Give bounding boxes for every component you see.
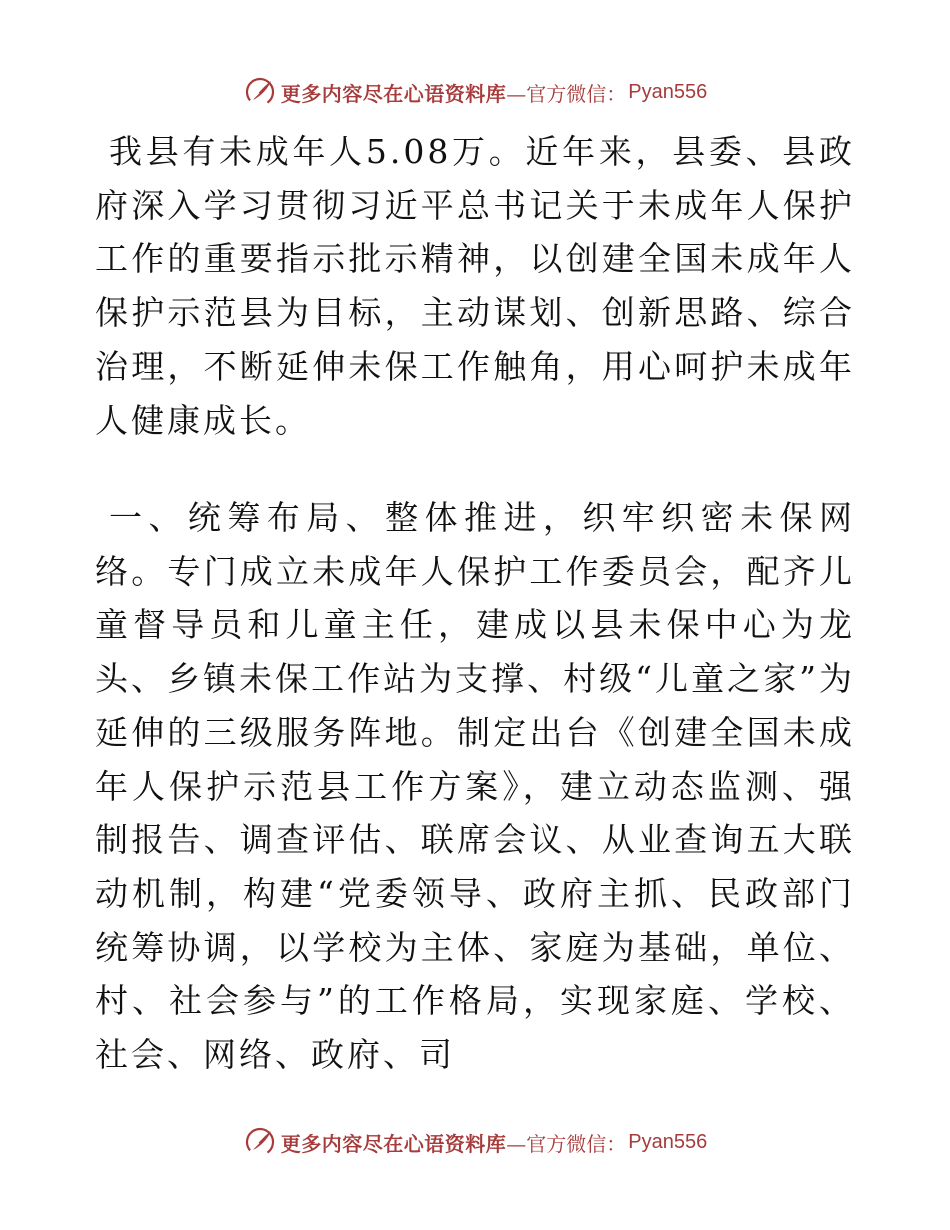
quill-logo-icon (243, 1125, 277, 1159)
banner-main-text: 更多内容尽在心语资料库 (280, 1131, 507, 1156)
paragraph-intro: 我县有未成年人5.08万。近年来，县委、县政府深入学习贯彻习近平总书记关于未成年人保护工作的重要指示批示精神，以创建全国未成年人保护示范县为目标，主动谋划、创新思路、综合治理，不断延伸未保工作触角，用心呵护未成年人健康成长。 (95, 132, 855, 440)
banner-wechat-id: Pyan556 (628, 1130, 708, 1153)
banner-main-text: 更多内容尽在心语资料库 (280, 81, 507, 106)
footer-watermark-banner (0, 1122, 950, 1162)
paragraph-section-one: 一、统筹布局、整体推进，织牢织密未保网络。专门成立未成年人保护工作委员会，配齐儿童督导员和儿童主任，建成以县未保中心为龙头、乡镇未保工作站为支撑、村级“儿童之家”为延伸的三级服务阵地。制定出台《创建全国未成年人保护示范县工作方案》，建立动态监测、强制报告、调查评估、联席会议、从业查询五大联动机制，构建“党委领导、政府主抓、民政部门统筹协调，以学校为主体、家庭为基础，单位、村、社会参与”的工作格局，实现家庭、学校、社会、网络、政府、司 (95, 498, 855, 1075)
banner-wechat-label: —官方微信： (506, 81, 627, 106)
banner-wechat-label: —官方微信： (506, 1131, 627, 1156)
banner-wechat-id: Pyan556 (628, 80, 708, 103)
header-watermark-banner (0, 72, 950, 112)
quill-logo-icon (243, 75, 277, 109)
